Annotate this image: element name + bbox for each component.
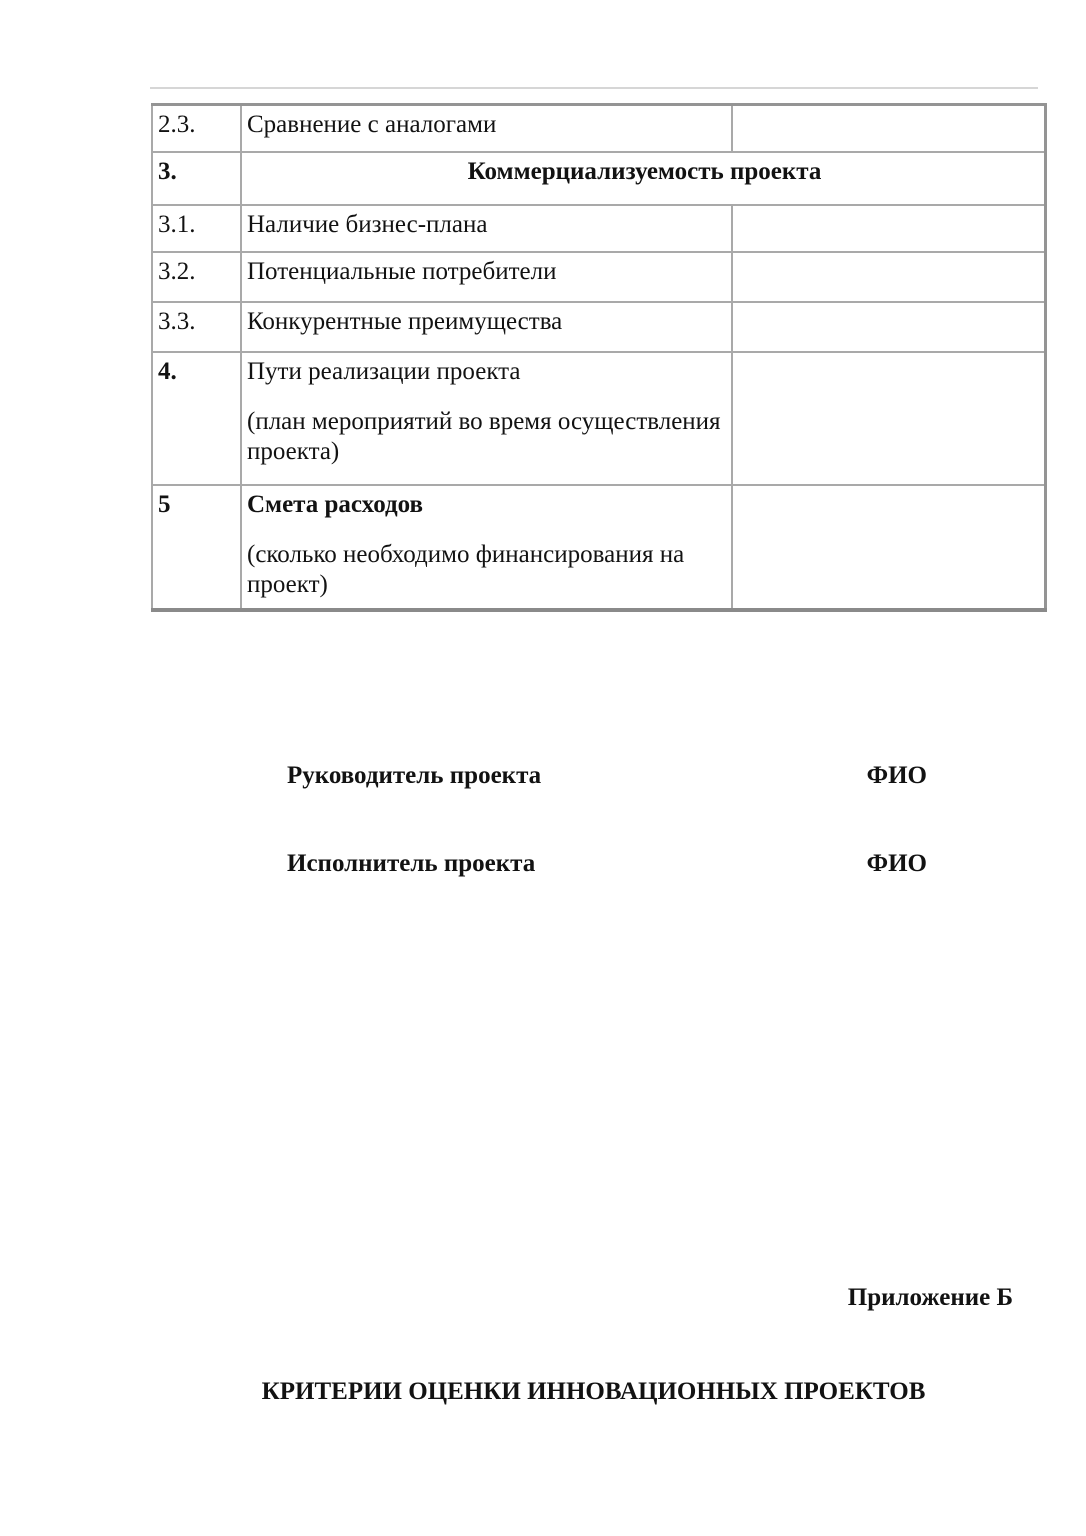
section-header-cell: Коммерциализуемость проекта xyxy=(241,152,1046,205)
signature-role: Руководитель проекта xyxy=(287,762,542,789)
table-row xyxy=(152,105,1046,152)
criterion-cell xyxy=(241,352,732,485)
criterion-text: Сравнение с аналогами xyxy=(241,105,732,152)
value-cell xyxy=(732,105,1046,152)
value-cell xyxy=(732,352,1046,485)
value-cell xyxy=(732,485,1046,610)
criterion-text: Наличие бизнес-плана xyxy=(241,205,732,252)
row-number: 3.1. xyxy=(152,205,241,252)
criteria-table xyxy=(151,103,1047,612)
value-cell xyxy=(732,252,1046,302)
criterion-cell xyxy=(241,485,732,610)
table-row xyxy=(152,205,1046,252)
row-number: 4. xyxy=(152,352,241,485)
document-title: КРИТЕРИИ ОЦЕНКИ ИННОВАЦИОННЫХ ПРОЕКТОВ xyxy=(261,1378,926,1405)
value-cell xyxy=(732,205,1046,252)
signature-name: ФИО xyxy=(866,762,927,789)
row-number: 3.2. xyxy=(152,252,241,302)
signature-row xyxy=(287,761,927,791)
criterion-note: (сколько необходимо финансирования на проект) xyxy=(247,540,685,598)
table-row xyxy=(152,485,1046,610)
criterion-text: Смета расходов xyxy=(247,490,424,518)
criterion-note: (план мероприятий во время осуществления проекта) xyxy=(247,407,721,465)
value-cell xyxy=(732,302,1046,352)
table-row xyxy=(152,252,1046,302)
signature-role: Исполнитель проекта xyxy=(287,850,536,877)
table-row xyxy=(152,352,1046,485)
page-split-line xyxy=(150,87,1038,89)
criterion-text: Пути реализации проекта xyxy=(247,357,521,385)
row-number: 3. xyxy=(152,152,241,205)
signature-row xyxy=(287,849,927,879)
criterion-text: Конкурентные преимущества xyxy=(241,302,732,352)
row-number: 5 xyxy=(152,485,241,610)
table-row xyxy=(152,302,1046,352)
table-row-section xyxy=(152,152,1046,205)
row-number: 2.3. xyxy=(152,105,241,152)
appendix-label: Приложение Б xyxy=(847,1284,1013,1311)
row-number: 3.3. xyxy=(152,302,241,352)
criterion-text: Потенциальные потребители xyxy=(241,252,732,302)
signature-name: ФИО xyxy=(866,850,927,877)
